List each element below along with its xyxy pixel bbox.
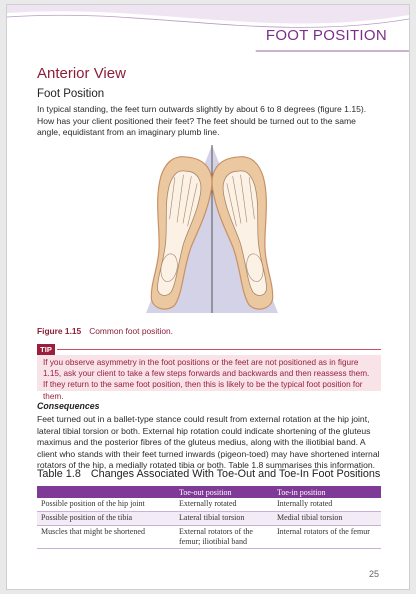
table-header-cell — [37, 486, 175, 498]
page-number: 25 — [368, 569, 379, 579]
comparison-table — [37, 486, 381, 549]
tip-divider — [57, 349, 381, 350]
intro-paragraph: In typical standing, the feet turn outwards slightly by about 6 to 8 degrees (figure 1.15). How has your client positioned their feet? The feet should be turned out to the same angle, equidistant from an imaginary plumb line. — [37, 104, 367, 138]
table-title-text: Changes Associated With Toe-Out and Toe-In Foot Positions — [90, 468, 381, 480]
table-cell: Muscles that might be shortened — [37, 526, 175, 549]
figure-caption — [37, 326, 173, 336]
book-page — [6, 4, 410, 590]
table-cell: Internally rotated — [273, 498, 381, 512]
tip-label: TIP — [37, 344, 55, 355]
table-cell: Possible position of the tibia — [37, 512, 175, 526]
table-row — [37, 526, 381, 549]
table-title — [37, 468, 380, 480]
table-row — [37, 498, 381, 512]
table-cell: Medial tibial torsion — [273, 512, 381, 526]
table-cell: Lateral tibial torsion — [175, 512, 273, 526]
section-title: Anterior View — [37, 65, 126, 82]
table-cell: Internal rotators of the femur — [273, 526, 381, 549]
table-number: Table 1.8 — [37, 468, 81, 480]
table-header-cell: Toe-in position — [273, 486, 381, 498]
table-cell: Externally rotated — [175, 498, 273, 512]
table-header-row — [37, 486, 381, 498]
table-cell: External rotators of the femur; iliotibial band — [175, 526, 273, 549]
tip-box: If you observe asymmetry in the foot positions or the feet are not positioned as in figure 1.15, ask your client to take a few steps forwards and backwards and then reassess them. If they return to the same foot position, then this is likely to be the typical foot position for them. — [37, 355, 381, 391]
table-cell: Possible position of the hip joint — [37, 498, 175, 512]
foot-position-figure — [142, 143, 282, 315]
consequences-heading: Consequences — [37, 401, 100, 411]
running-header: FOOT POSITION — [265, 27, 387, 44]
figure-number: Figure 1.15 — [37, 326, 82, 336]
consequences-paragraph: Feet turned out in a ballet-type stance could result from external rotation at the hip joint, lateral tibial torsion or both. External hip rotation could indicate shortening of the gluteus maximus and the posterior fibres of the gluteus medius, along with the iliotibial band. A client who stands with their feet turned inwards (pigeon-toed) may have shortened internal rotators of the hip, a medially rotated tibia or both. Table 1.8 summarises this information. — [37, 414, 380, 471]
table-row — [37, 512, 381, 526]
sub-title: Foot Position — [37, 88, 105, 100]
table-header-cell: Toe-out position — [175, 486, 273, 498]
figure-caption-text: Common foot position. — [89, 326, 174, 336]
